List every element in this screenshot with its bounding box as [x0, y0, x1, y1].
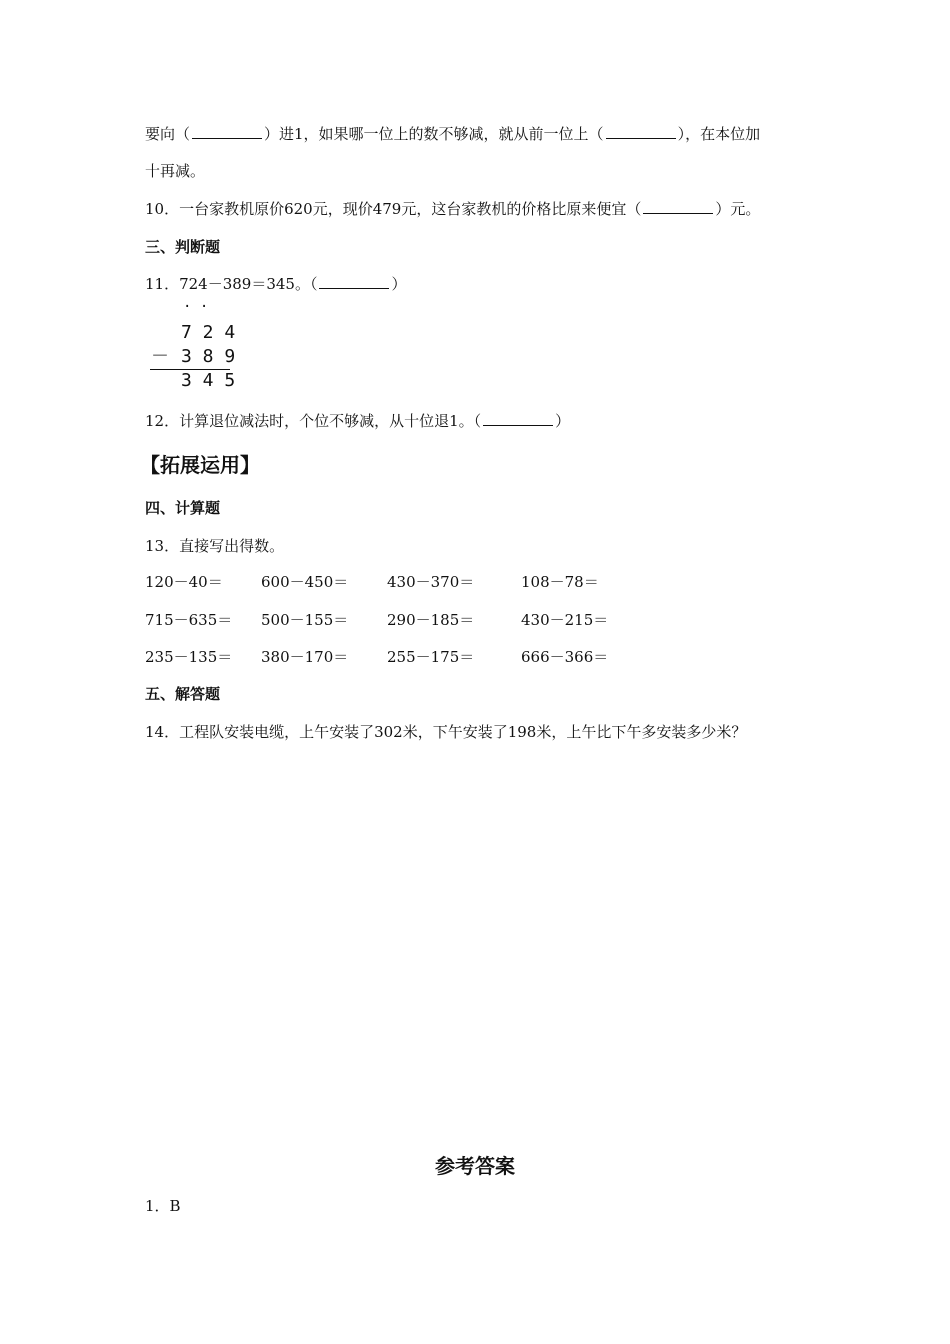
- answer-blank[interactable]: [319, 276, 389, 289]
- question-10: [145, 199, 760, 219]
- calc-item: 600－450＝: [261, 573, 349, 591]
- minuend: 7 2 4: [181, 322, 236, 343]
- calc-item: 430－215＝: [521, 611, 609, 629]
- difference: 3 4 5: [181, 370, 236, 391]
- calc-item: 255－175＝: [387, 648, 475, 666]
- text: 11．724－389＝345。（: [145, 275, 318, 293]
- subtrahend: 3 8 9: [181, 346, 236, 367]
- calc-item: 500－155＝: [261, 611, 349, 629]
- answer-blank[interactable]: [483, 413, 553, 426]
- question-14: 14．工程队安装电缆，上午安装了302米，下午安装了198米，上午比下午多安装多少米？: [145, 723, 747, 741]
- answer-key-title: 参考答案: [435, 1154, 515, 1178]
- text-line: 十再减。: [145, 162, 206, 180]
- answer-blank[interactable]: [643, 201, 713, 214]
- text: ）: [555, 412, 571, 430]
- calc-item: 430－370＝: [387, 573, 475, 591]
- text: 12．计算退位减法时，个位不够减，从十位退1。（: [145, 412, 482, 430]
- borrow-dots: · ·: [183, 299, 209, 315]
- question-11: [145, 274, 407, 294]
- calc-item: 666－366＝: [521, 648, 609, 666]
- calc-item: 108－78＝: [521, 573, 599, 591]
- text: 要向（: [145, 125, 191, 143]
- text: ）元。: [715, 200, 761, 218]
- answer-blank[interactable]: [192, 126, 262, 139]
- section-heading: 三、判断题: [145, 238, 221, 256]
- text: 10．一台家教机原价620元，现价479元，这台家教机的价格比原来便宜（: [145, 200, 642, 218]
- question-13: 13．直接写出得数。: [145, 537, 285, 555]
- section-heading: 五、解答题: [145, 685, 221, 703]
- text: ）: [391, 275, 407, 293]
- calc-item: 380－170＝: [261, 648, 349, 666]
- minus-sign: －: [151, 346, 169, 367]
- text: ）进1，如果哪一位上的数不够减，就从前一位上（: [264, 125, 604, 143]
- chapter-heading: 【拓展运用】: [140, 453, 260, 477]
- answer-blank[interactable]: [606, 126, 676, 139]
- calc-item: 715－635＝: [145, 611, 233, 629]
- question-12: [145, 411, 570, 431]
- text-line: [145, 124, 760, 144]
- vertical-subtraction: [145, 299, 245, 395]
- section-heading: 四、计算题: [145, 499, 221, 517]
- text: ），在本位加: [677, 125, 761, 143]
- calc-item: 290－185＝: [387, 611, 475, 629]
- calc-item: 235－135＝: [145, 648, 233, 666]
- calc-item: 120－40＝: [145, 573, 223, 591]
- answer-item: 1．B: [145, 1197, 181, 1215]
